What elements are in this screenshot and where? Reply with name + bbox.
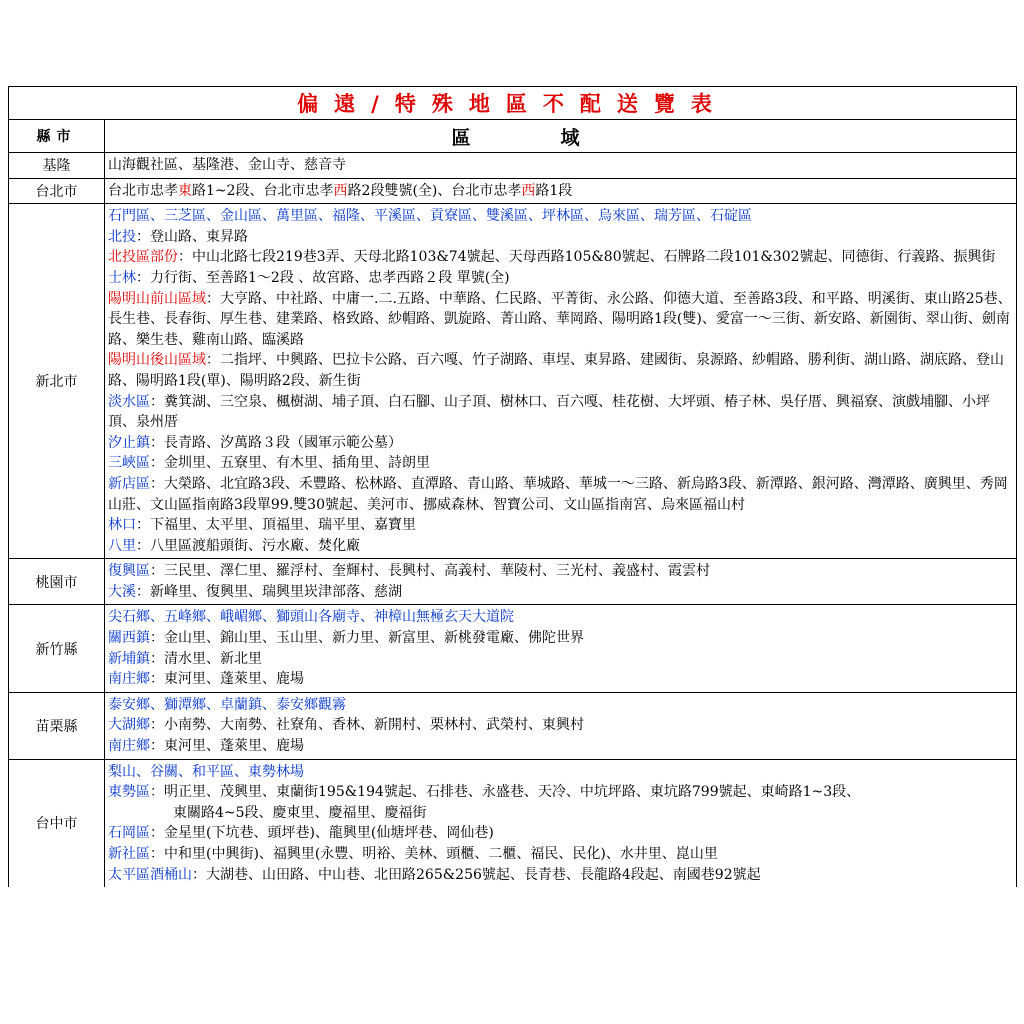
area-line bbox=[108, 669, 1012, 690]
table-row bbox=[9, 559, 1017, 605]
area-line bbox=[108, 453, 1012, 474]
area-text: ：東河里、蓬萊里、鹿場 bbox=[150, 738, 304, 755]
district-label: 士林 bbox=[108, 269, 136, 286]
area-text: 山海觀社區、基隆港、金山寺、慈音寺 bbox=[108, 157, 346, 173]
district-label: 三峽區 bbox=[108, 455, 150, 472]
district-label: 陽明山後山區域 bbox=[108, 352, 206, 369]
area-line bbox=[108, 289, 1012, 351]
area-text: ：大亨路、中社路、中庸一.二.五路、中華路、仁民路、平菁街、永公路、仰德大道、至善路3段、和平路、明溪街、東山路25巷、長生巷、長春街、厚生巷、建業路、格致路、紗帽路、凱旋路、菁山路、華岡路、陽明路1段(雙)、愛富一～三街、新安路、新園街、翠山街、劍南路、樂生巷、雞南山路、臨溪路 bbox=[108, 290, 1012, 348]
table-row bbox=[9, 153, 1017, 179]
area-line bbox=[108, 715, 1012, 736]
table-row bbox=[9, 759, 1017, 887]
area-line bbox=[108, 736, 1012, 757]
area-cell bbox=[105, 153, 1017, 179]
area-text: ：新峰里、復興里、瑞興里崁津部落、慈湖 bbox=[136, 583, 402, 600]
county-cell: 台中市 bbox=[9, 759, 105, 887]
area-text: ：金山里、錦山里、玉山里、新力里、新富里、新桃發電廠、佛陀世界 bbox=[150, 630, 584, 647]
area-text: 東關路4~5段、慶東里、慶福里、慶福街 bbox=[173, 804, 427, 821]
area-line bbox=[108, 268, 1012, 289]
table-row bbox=[9, 178, 1017, 204]
area-text: ：大湖巷、山田路、中山巷、北田路265&256號起、長青巷、長龍路4段起、南國巷92號起 bbox=[192, 866, 761, 883]
district-label: 林口 bbox=[108, 517, 136, 534]
area-line bbox=[108, 649, 1012, 670]
district-label: 梨山、谷關、和平區、東勢林場 bbox=[108, 763, 304, 780]
district-label: 新店區 bbox=[108, 475, 150, 492]
area-text: 路1段 bbox=[535, 182, 573, 199]
area-text: ：中和里(中興街)、福興里(永豐、明裕、美林、頭櫃、二櫃、福民、民化)、水井里、崑山里 bbox=[150, 846, 718, 862]
district-label: 太平區酒桶山 bbox=[108, 866, 192, 883]
area-text: ：八里區渡船頭街、污水廠、焚化廠 bbox=[136, 537, 360, 554]
area-line bbox=[108, 350, 1012, 391]
district-label: 西 bbox=[333, 182, 348, 199]
area-text: ：力行街、至善路1～2段 、故宮路、忠孝西路２段 單號(全) bbox=[136, 269, 510, 286]
district-label: 泰安鄉、獅潭鄉、卓蘭鎮、泰安鄉觀霧 bbox=[108, 696, 346, 713]
district-label: 南庄鄉 bbox=[108, 738, 150, 755]
area-line bbox=[108, 823, 1012, 844]
area-cell bbox=[105, 178, 1017, 204]
area-text: ：金圳里、五寮里、有木里、插角里、詩朗里 bbox=[150, 455, 430, 472]
area-text: ：長青路、汐萬路３段（國軍示範公墓） bbox=[150, 434, 402, 451]
district-label: 陽明山前山區域 bbox=[108, 290, 206, 307]
county-cell: 桃園市 bbox=[9, 559, 105, 605]
district-label: 東 bbox=[178, 182, 192, 199]
area-line bbox=[108, 803, 1012, 824]
area-line bbox=[108, 536, 1012, 557]
area-cell bbox=[105, 559, 1017, 605]
area-line bbox=[108, 181, 1012, 202]
area-text: ：大榮路、北宜路3段、禾豐路、松林路、直潭路、青山路、華城路、華城一～三路、新烏路3段、新潭路、銀河路、灣潭路、廣興里、秀岡山莊、文山區指南路3段單99.雙30號起、美河市、挪威森林、智寶公司、文山區指南宮、烏來區福山村 bbox=[108, 475, 1008, 513]
header-row bbox=[9, 120, 1017, 153]
area-text: 路1~2段、台北市忠孝 bbox=[192, 182, 334, 199]
district-label: 關西鎮 bbox=[108, 630, 150, 647]
area-text: ：清水里、新北里 bbox=[150, 650, 262, 667]
area-text: ：金星里(下坑巷、頭坪巷)、龍興里(仙塘坪巷、岡仙巷) bbox=[150, 825, 494, 842]
area-cell bbox=[105, 759, 1017, 887]
area-text: ：三民里、澤仁里、羅浮村、奎輝村、長興村、高義村、華陵村、三光村、義盛村、霞雲村 bbox=[150, 563, 710, 580]
area-line bbox=[108, 762, 1012, 783]
county-cell: 新北市 bbox=[9, 204, 105, 559]
district-label: 新埔鎮 bbox=[108, 650, 150, 667]
area-line bbox=[108, 155, 1012, 176]
area-text: 台北市忠孝 bbox=[108, 182, 178, 199]
district-label: 新社區 bbox=[108, 846, 150, 862]
county-cell: 基隆 bbox=[9, 153, 105, 179]
title-row bbox=[9, 87, 1017, 120]
area-line bbox=[108, 474, 1012, 515]
area-header: 區域 bbox=[105, 120, 1017, 153]
area-line bbox=[108, 433, 1012, 454]
area-line bbox=[108, 561, 1012, 582]
area-text: ：中山北路七段219巷3弄、天母北路103&74號起、天母西路105&80號起、石牌路二段101&302號起、同德街、行義路、振興街 bbox=[178, 249, 996, 266]
area-line bbox=[108, 628, 1012, 649]
area-text: ：二指坪、中興路、巴拉卡公路、百六嘎、竹子湖路、車埕、東昇路、建國街、泉源路、紗帽路、勝利街、湖山路、湖底路、登山路、陽明路1段(單)、陽明路2段、新生街 bbox=[108, 352, 1004, 389]
district-label: 大湖鄉 bbox=[108, 717, 150, 734]
area-line bbox=[108, 865, 1012, 886]
area-line bbox=[108, 515, 1012, 536]
district-label: 南庄鄉 bbox=[108, 671, 150, 688]
area-line bbox=[108, 582, 1012, 603]
area-text: 路2段雙號(全)、台北市忠孝 bbox=[347, 182, 522, 199]
area-text: ：東河里、蓬萊里、鹿場 bbox=[150, 671, 304, 688]
area-line bbox=[108, 247, 1012, 268]
exclusion-table bbox=[8, 86, 1017, 887]
area-text: ：下福里、太平里、頂福里、瑞平里、嘉寶里 bbox=[136, 517, 416, 534]
district-label: 北投 bbox=[108, 228, 136, 245]
district-label: 淡水區 bbox=[108, 393, 150, 410]
area-cell bbox=[105, 204, 1017, 559]
district-label: 石門區、三芝區、金山區、萬里區、福隆、平溪區、貢寮區、雙溪區、坪林區、烏來區、瑞芳區、石碇區 bbox=[108, 208, 752, 225]
area-line bbox=[108, 392, 1012, 433]
area-line bbox=[108, 782, 1012, 803]
area-line bbox=[108, 607, 1012, 628]
county-cell: 苗栗縣 bbox=[9, 692, 105, 759]
table-row bbox=[9, 605, 1017, 692]
county-cell: 台北市 bbox=[9, 178, 105, 204]
district-label: 北投區部份 bbox=[108, 249, 178, 266]
page-title: 偏遠/特殊地區不配送覽表 bbox=[9, 87, 1017, 120]
area-text: ：明正里、茂興里、東蘭街195&194號起、石排巷、永盛巷、天冷、中坑坪路、東坑路799號起、東崎路1~3段、 bbox=[150, 784, 861, 801]
area-line bbox=[108, 227, 1012, 248]
district-label: 復興區 bbox=[108, 563, 150, 580]
table-row bbox=[9, 204, 1017, 559]
delivery-exclusion-sheet bbox=[8, 86, 1016, 887]
district-label: 西 bbox=[521, 182, 536, 199]
area-cell bbox=[105, 605, 1017, 692]
area-text: ：糞箕湖、三空泉、楓樹湖、埔子頂、白石腳、山子頂、樹林口、百六嘎、桂花樹、大坪頭、椿子林、吳仔厝、興福寮、演戲埔腳、小坪頂、泉州厝 bbox=[108, 393, 990, 431]
county-header: 縣市 bbox=[9, 120, 105, 153]
district-label: 大溪 bbox=[108, 583, 136, 600]
table-row bbox=[9, 692, 1017, 759]
district-label: 八里 bbox=[108, 537, 136, 554]
county-cell: 新竹縣 bbox=[9, 605, 105, 692]
district-label: 東勢區 bbox=[108, 784, 150, 801]
district-label: 尖石鄉、五峰鄉、峨嵋鄉、獅頭山各廟寺、神樟山無極玄天大道院 bbox=[108, 609, 514, 626]
area-line bbox=[108, 844, 1012, 865]
district-label: 汐止鎮 bbox=[108, 434, 150, 451]
area-text: ：登山路、東昇路 bbox=[136, 228, 248, 245]
district-label: 石岡區 bbox=[108, 825, 150, 842]
area-text: ：小南勢、大南勢、社寮角、香林、新開村、栗林村、武榮村、東興村 bbox=[150, 717, 584, 734]
area-cell bbox=[105, 692, 1017, 759]
area-line bbox=[108, 206, 1012, 227]
area-line bbox=[108, 695, 1012, 716]
